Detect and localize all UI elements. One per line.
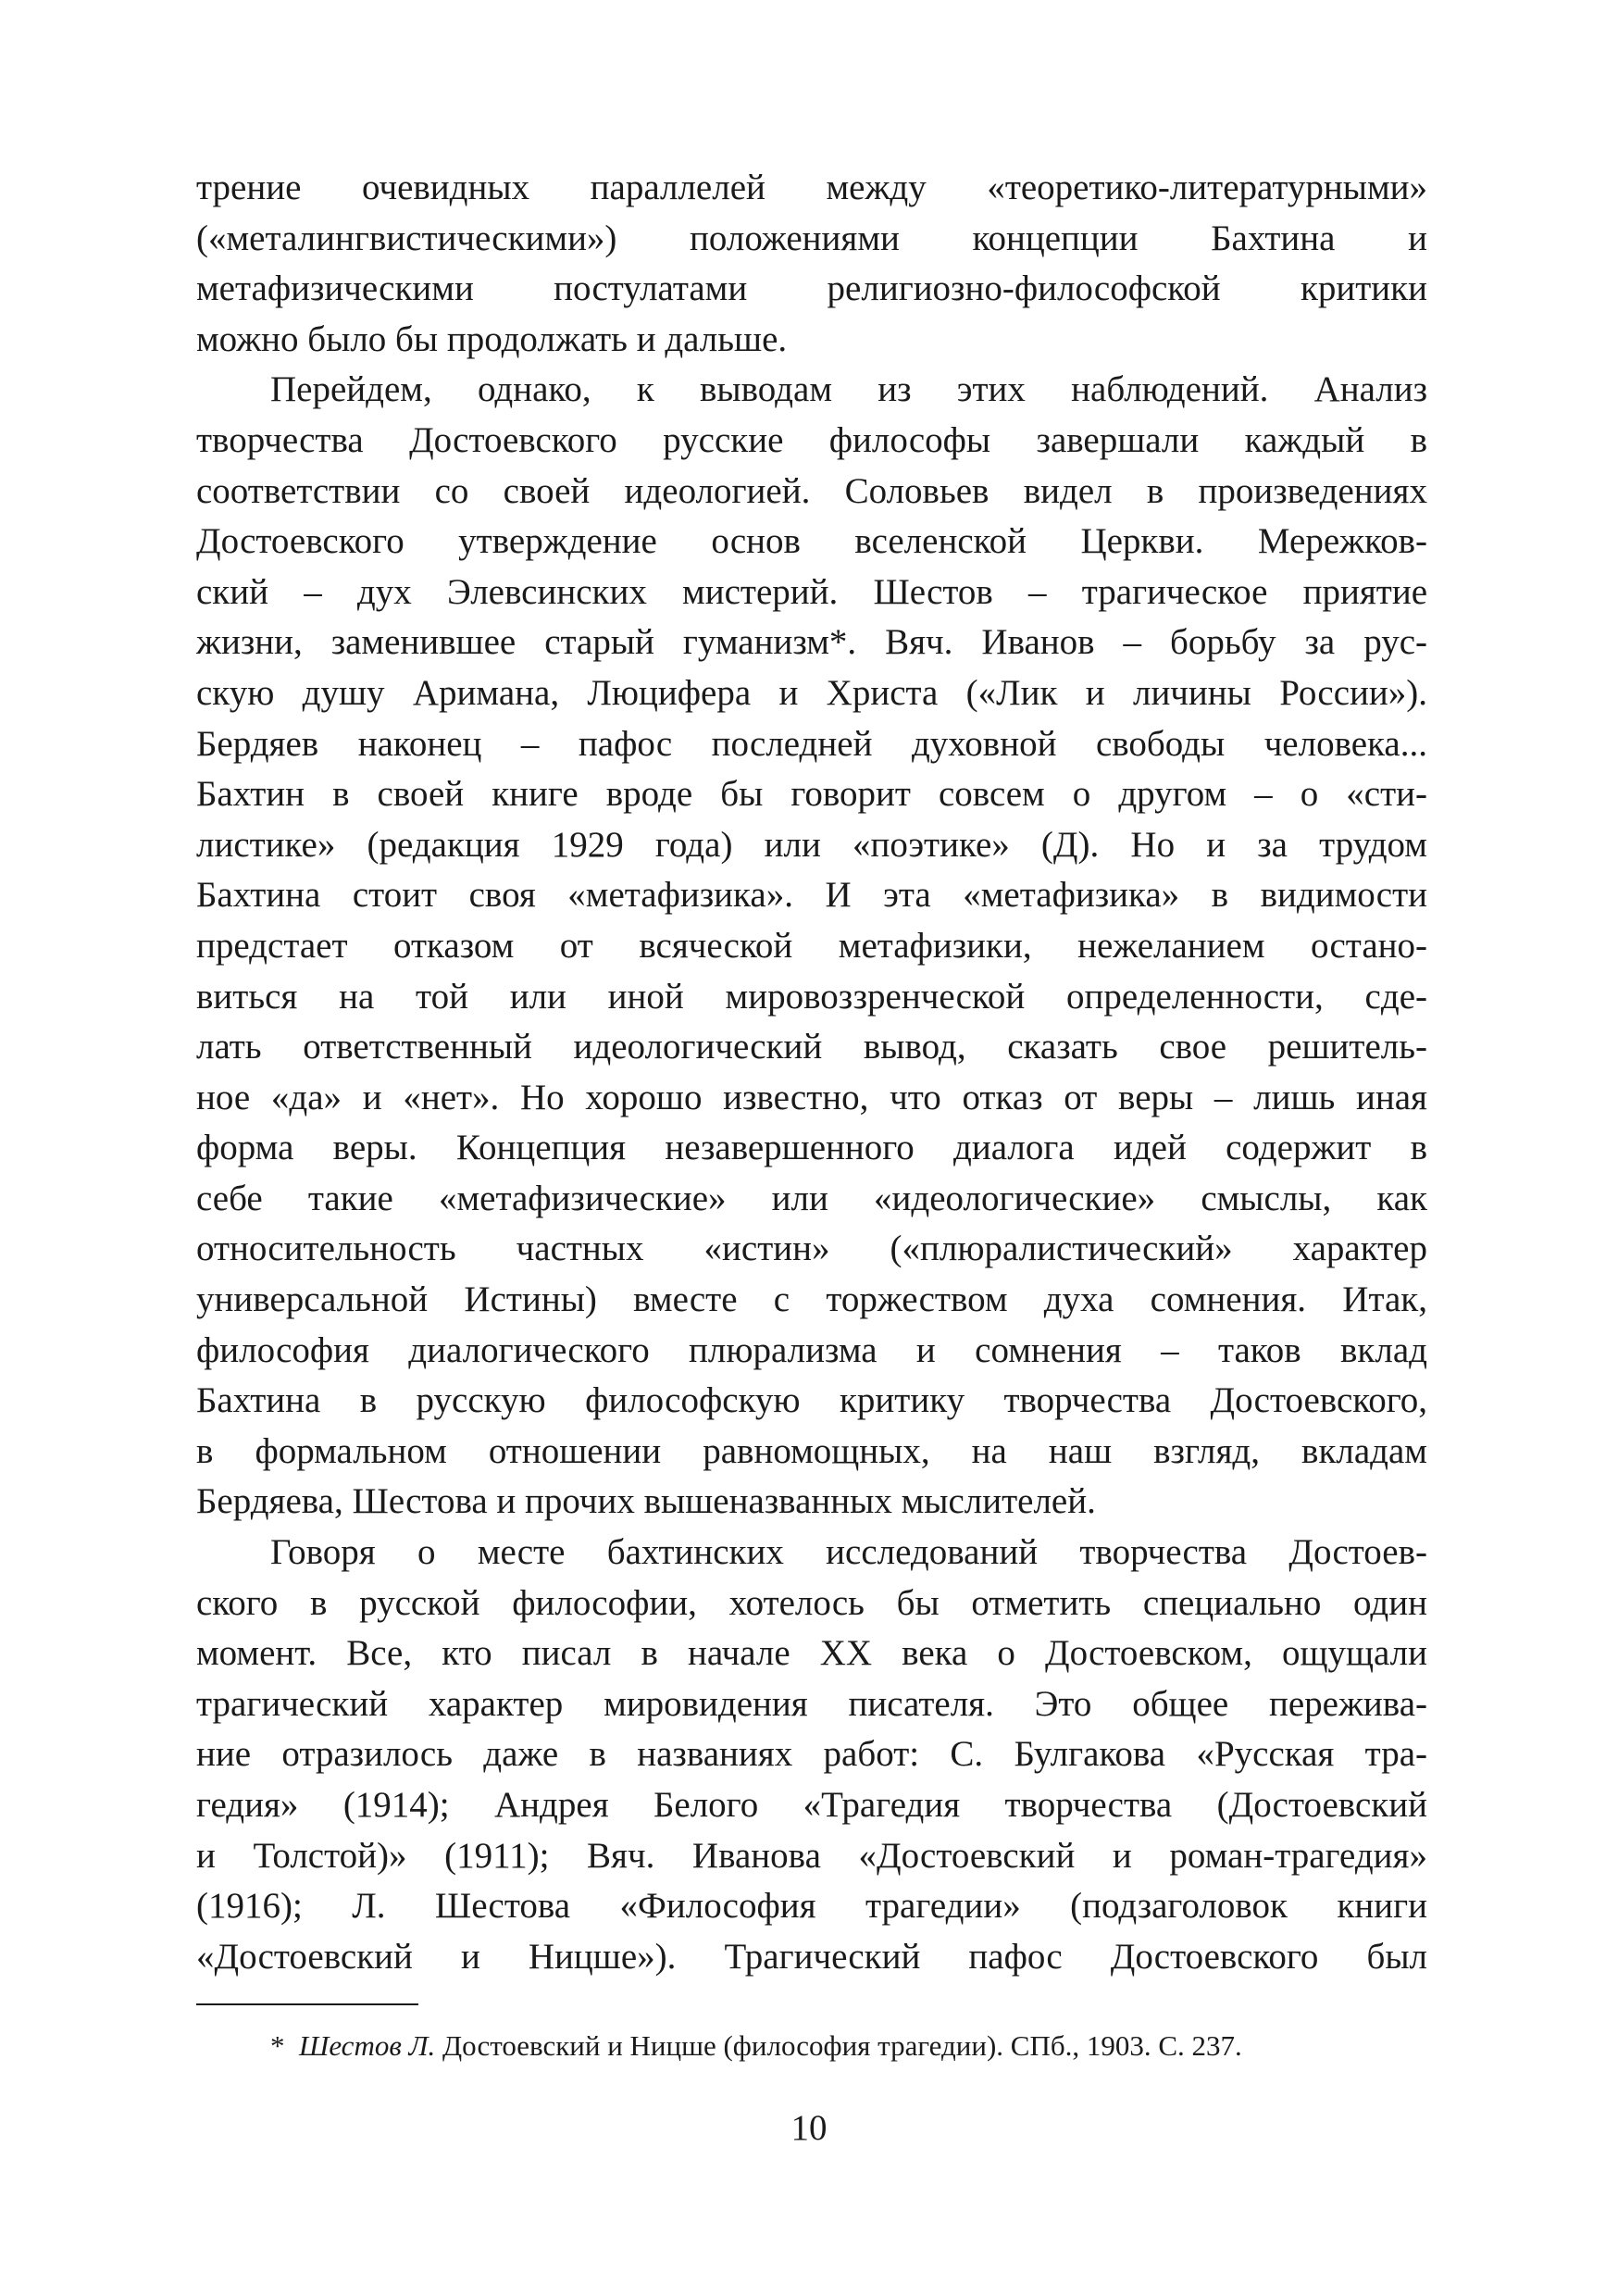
- text-line: в формальном отношении равномощных, на наш взгляд, вкладам: [196, 1430, 1427, 1471]
- text-line: трагический характер мировидения писателя. Это общее пережива-: [196, 1683, 1427, 1724]
- text-line: метафизическими постулатами религиозно-философской критики: [196, 268, 1427, 309]
- text-line: философия диалогического плюрализма и сомнения – таков вклад: [196, 1329, 1427, 1370]
- text-line: предстает отказом от всяческой метафизики, нежеланием остано-: [196, 925, 1427, 966]
- text-line: трение очевидных параллелей между «теоретико-литературными»: [196, 168, 1427, 207]
- text-line: творчества Достоевского русские философы завершали каждый в: [196, 419, 1427, 460]
- text-line: Достоевского утверждение основ вселенской Церкви. Мережков-: [196, 521, 1427, 562]
- text-line: ский – дух Элевсинских мистерий. Шестов – трагическое приятие: [196, 571, 1427, 612]
- text-line: (1916); Л. Шестова «Философия трагедии» (подзаголовок книги: [196, 1886, 1427, 1927]
- text-line: жизни, заменившее старый гуманизм*. Вяч. Иванов – борьбу за рус-: [196, 622, 1427, 663]
- text-line: ное «да» и «нет». Но хорошо известно, что отказ от веры – лишь иная: [196, 1077, 1427, 1117]
- text-line: форма веры. Концепция незавершенного диалога идей содержит в: [196, 1128, 1427, 1168]
- text-line: лать ответственный идеологический вывод, сказать свое решитель-: [196, 1027, 1427, 1067]
- text-line: и Толстой)» (1911); Вяч. Иванова «Достоевский и роман-трагедия»: [196, 1835, 1427, 1876]
- paragraph: [196, 163, 1427, 365]
- text-line: относительность частных «истин» («плюралистический» характер: [196, 1229, 1427, 1269]
- text-line: листике» (редакция 1929 года) или «поэтике» (Д). Но и за трудом: [196, 824, 1427, 865]
- paragraph: [196, 1528, 1427, 1982]
- page-number: 10: [790, 2108, 828, 2148]
- text-line: соответствии со своей идеологией. Соловьев видел в произведениях: [196, 470, 1427, 511]
- text-line: «Достоевский и Ницше»). Трагический пафос Достоевского был: [196, 1936, 1427, 1977]
- text-line: Бахтина в русскую философскую критику творчества Достоевского,: [196, 1380, 1427, 1421]
- text-line: можно было бы продолжать и дальше.: [196, 318, 788, 359]
- footnote-marker: *: [270, 2029, 285, 2062]
- text-line: («металингвистическими») положениями концепции Бахтина и: [196, 218, 1427, 258]
- text-line: Говоря о месте бахтинских исследований творчества Достоев-: [270, 1532, 1427, 1573]
- text-line: скую душу Аримана, Люцифера и Христа («Лик и личины России»).: [196, 672, 1427, 713]
- footnote-text: Достоевский и Ницше (философия трагедии). СПб., 1903. С. 237.: [442, 2029, 1242, 2062]
- paragraph: [196, 365, 1427, 1528]
- text-line: ние отразилось даже в названиях работ: С. Булгакова «Русская тра-: [196, 1734, 1427, 1775]
- text-line: Бердяева, Шестова и прочих вышеназванных мыслителей.: [196, 1481, 1096, 1522]
- footnote-author: Шестов Л.: [299, 2029, 436, 2062]
- text-line: Бахтин в своей книге вроде бы говорит совсем о другом – о «сти-: [196, 774, 1427, 815]
- text-line: Перейдем, однако, к выводам из этих наблюдений. Анализ: [270, 369, 1427, 410]
- text-line: себе такие «метафизические» или «идеологические» смыслы, как: [196, 1178, 1427, 1218]
- text-line: Бердяев наконец – пафос последней духовной свободы человека...: [196, 723, 1427, 764]
- text-line: гедия» (1914); Андрея Белого «Трагедия творчества (Достоевский: [196, 1785, 1427, 1825]
- text-line: универсальной Истины) вместе с торжеством духа сомнения. Итак,: [196, 1279, 1427, 1320]
- text-line: виться на той или иной мировоззренческой определенности, сде-: [196, 976, 1427, 1017]
- text-line: момент. Все, кто писал в начале XX века о Достоевском, ощущали: [196, 1633, 1427, 1674]
- footnote: [270, 2028, 1427, 2065]
- main-text: [196, 163, 1427, 1982]
- text-line: ского в русской философии, хотелось бы отметить специально один: [196, 1582, 1427, 1623]
- footnote-separator: [196, 2003, 418, 2005]
- text-line: Бахтина стоит своя «метафизика». И эта «метафизика» в видимости: [196, 875, 1427, 916]
